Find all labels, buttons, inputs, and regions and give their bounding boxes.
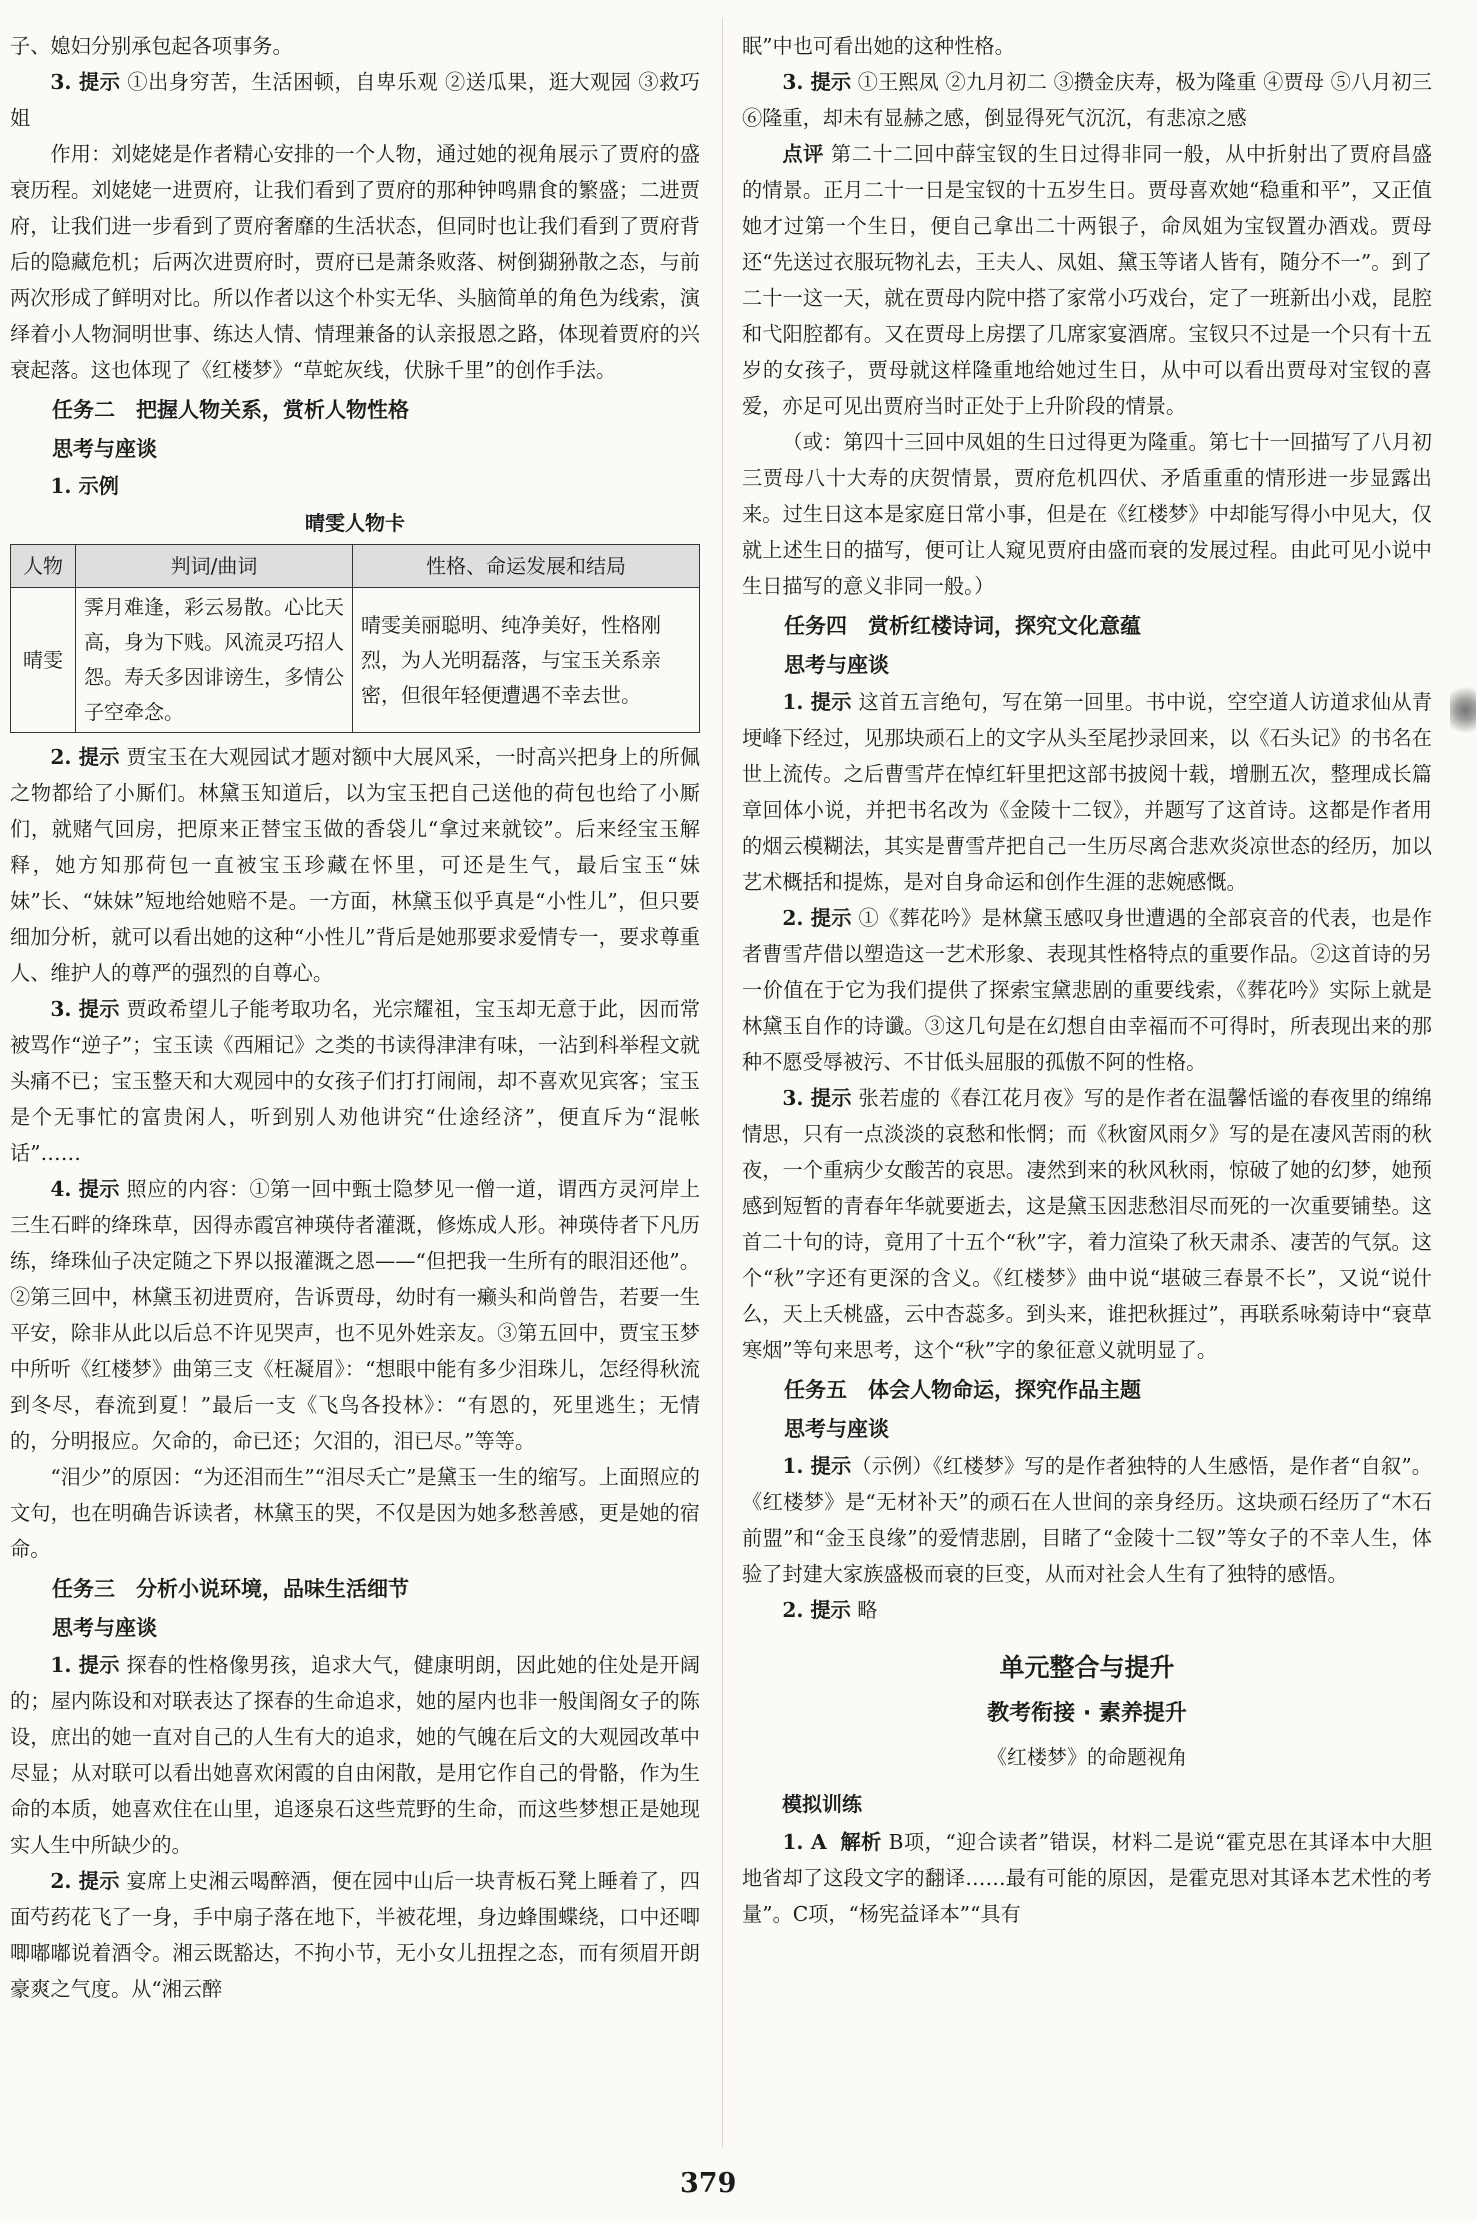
answer-3 — [742, 1080, 1432, 1368]
table-header: 性格、命运发展和结局 — [353, 545, 700, 588]
answer-2 — [742, 1592, 1432, 1628]
practice-heading: 模拟训练 — [782, 1792, 862, 1816]
answer-3 — [742, 64, 1432, 136]
answer-1 — [10, 1647, 700, 1863]
comment — [742, 136, 1432, 424]
analysis-tag: 解析 — [840, 1830, 882, 1854]
answer-label: 2. 提示 — [782, 1598, 851, 1622]
answer-text: 贾宝玉在大观园试才题对额中大展风采，一时高兴把身上的所佩之物都给了小厮们。林黛玉知道后，以为宝玉把自己送他的荷包也给了小厮们，就赌气回房，把原来正替宝玉做的香袋儿“拿过来就铰”。后来经宝玉解释，她方知那荷包一直被宝玉珍藏在怀里，可还是生气，最后宝玉“妹妹”长、“妹妹”短地给她赔不是。一方面，林黛玉似乎真是“小性儿”，但只要细加分析，就可以看出她的这种“小性儿”背后是她那要求爱情专一，要求尊重人、维护人的尊严的强烈的自尊心。 — [10, 745, 701, 985]
table-header-row — [11, 545, 700, 588]
answer-text: ①出身穷苦，生活困顿，自卑乐观 ②送瓜果，逛大观园 ③救巧姐 — [10, 70, 700, 130]
table-cell-verse: 霁月难逢，彩云易散。心比天高，身为下贱。风流灵巧招人怨。寿夭多因诽谤生，多情公子空牵念。 — [76, 588, 353, 733]
paragraph: 眠”中也可看出她的这种性格。 — [742, 34, 1015, 58]
answer-label: 1. A — [782, 1830, 827, 1854]
table-row — [11, 588, 700, 733]
answer-label: 3. 提示 — [782, 70, 852, 94]
section-heading: 思考与座谈 — [52, 437, 157, 461]
table-header: 判词/曲词 — [76, 545, 353, 588]
task-4-heading: 任务四 赏析红楼诗词，探究文化意蕴 — [784, 614, 1141, 638]
answer-label: 2. 提示 — [50, 745, 120, 769]
answer-label: 3. 提示 — [782, 1086, 852, 1110]
answer-4 — [10, 1171, 700, 1459]
answer-text: 这首五言绝句，写在第一回里。书中说，空空道人访道求仙从青埂峰下经过，见那块顽石上的文字从头至尾抄录回来，以《石头记》的书名在世上流传。之后曹雪芹在悼红轩里把这部书披阅十载，增删五次，整理成长篇章回体小说，并把书名改为《金陵十二钗》，并题写了这首诗。这都是作者用的烟云模糊法，其实是曹雪芹把自己一生历尽离合悲欢炎凉世态的经历，加以艺术概括和提炼，是对自身命运和创作生涯的悲婉感慨。 — [742, 690, 1433, 894]
answer-label: 2. 提示 — [50, 1869, 120, 1893]
paragraph: 作用：刘姥姥是作者精心安排的一个人物，通过她的视角展示了贾府的盛衰历程。刘姥姥一进贾府，让我们看到了贾府的那种钟鸣鼎食的繁盛；二进贾府，让我们进一步看到了贾府奢靡的生活状态，但同时也让我们看到了贾府背后的隐藏危机；后两次进贾府时，贾府已是萧条败落、树倒猢狲散之态，与前两次形成了鲜明对比。所以作者以这个朴实无华、头脑简单的角色为线索，演绎着小人物洞明世事、练达人情、情理兼备的认亲报恩之路，体现着贾府的兴衰起落。这也体现了《红楼梦》“草蛇灰线，伏脉千里”的创作手法。 — [10, 142, 700, 382]
unit-subtitle-2: 《红楼梦》的命题视角 — [987, 1745, 1187, 1769]
answer-label: 1. 提示 — [50, 1653, 120, 1677]
unit-subtitle: 教考衔接 · 素养提升 — [987, 1701, 1187, 1726]
answer-1 — [742, 1824, 1432, 1932]
paragraph: “泪少”的原因：“为还泪而生”“泪尽夭亡”是黛玉一生的缩写。上面照应的文句，也在明确告诉读者，林黛玉的哭，不仅是因为她多愁善感，更是她的宿命。 — [10, 1465, 700, 1561]
task-2-heading: 任务二 把握人物关系，赏析人物性格 — [52, 398, 409, 422]
answer-label: 2. 提示 — [782, 906, 852, 930]
comment-label: 点评 — [782, 142, 824, 166]
section-heading: 思考与座谈 — [784, 1417, 889, 1441]
card-title: 晴雯人物卡 — [305, 511, 405, 535]
answer-text: 张若虚的《春江花月夜》写的是作者在温馨恬谧的春夜里的绵绵情思，只有一点淡淡的哀愁和怅惘；而《秋窗风雨夕》写的是在凄风苦雨的秋夜，一个重病少女酸苦的哀思。凄然到来的秋风秋雨，惊破了她的幻梦，她预感到短暂的青春年华就要逝去，这是黛玉因悲愁泪尽而死的一次重要铺垫。这首二十句的诗，竟用了十五个“秋”字，着力渲染了秋天肃杀、凄苦的气氛。这个“秋”字还有更深的含义。《红楼梦》曲中说“堪破三春景不长”，又说“说什么，天上夭桃盛，云中杏蕊多。到头来，谁把秋捱过”，再联系咏菊诗中“衰草寒烟”等句来思考，这个“秋”字的象征意义就明显了。 — [742, 1086, 1433, 1362]
right-column — [742, 28, 1432, 1932]
answer-text: 贾政希望儿子能考取功名，光宗耀祖，宝玉却无意于此，因而常被骂作“逆子”；宝玉读《西厢记》之类的书读得津津有味，一沾到科举程文就头痛不已；宝玉整天和大观园中的女孩子们打打闹闹，却不喜欢见宾客；宝玉是个无事忙的富贵闲人，听到别人劝他讲究“仕途经济”，便直斥为“混帐话”…… — [10, 997, 701, 1165]
answer-label: 4. 提示 — [50, 1177, 120, 1201]
section-heading: 思考与座谈 — [784, 653, 889, 677]
scan-mark — [1450, 680, 1476, 740]
answer-label: 1. 提示 — [782, 690, 852, 714]
paragraph: （或：第四十三回中凤姐的生日过得更为隆重。第七十一回描写了八月初三贾母八十大寿的庆贺情景，贾府危机四伏、矛盾重重的情形进一步显露出来。过生日这本是家庭日常小事，但是在《红楼梦》中却能写得小中见大，仅就上述生日的描写，便可让人窥见贾府由盛而衰的发展过程。由此可见小说中生日描写的意义非同一般。） — [742, 430, 1432, 598]
answer-text: 略 — [850, 1598, 878, 1622]
answer-text: ①《葬花吟》是林黛玉感叹身世遭遇的全部哀音的代表，也是作者曹雪芹借以塑造这一艺术形象、表现其性格特点的重要作品。②这首诗的另一价值在于它为我们提供了探索宝黛悲剧的重要线索，《葬花吟》实际上就是林黛玉自作的诗谶。③这几句是在幻想自由幸福而不可得时，所表现出来的那种不愿受辱被污、不甘低头屈服的孤傲不阿的性格。 — [742, 906, 1433, 1074]
table-header: 人物 — [11, 545, 76, 588]
example-label: 1. 示例 — [50, 474, 119, 498]
answer-1 — [742, 1448, 1432, 1592]
column-divider — [722, 18, 723, 2148]
section-heading: 思考与座谈 — [52, 1616, 157, 1640]
unit-title: 单元整合与提升 — [999, 1653, 1175, 1682]
answer-label: 3. 提示 — [50, 997, 120, 1021]
answer-text: 探春的性格像男孩，追求大气，健康明朗，因此她的住处是开阔的；屋内陈设和对联表达了探春的生命追求，她的屋内也非一般闺阁女子的陈设，庶出的她一直对自己的人生有大的追求，她的气魄在后文的大观园改革中尽显；从对联可以看出她喜欢闲霞的自由闲散，是用它作自己的骨骼，作为生命的本质，她喜欢住在山里，追逐泉石这些荒野的生命，而这些梦想正是她现实人生中所缺少的。 — [10, 1653, 701, 1857]
answer-2 — [742, 900, 1432, 1080]
answer-text: ①王熙凤 ②九月初二 ③攒金庆寿，极为隆重 ④贾母 ⑤八月初三 ⑥隆重，却未有显赫之感，倒显得死气沉沉，有悲凉之感 — [742, 70, 1433, 130]
task-3-heading: 任务三 分析小说环境，品味生活细节 — [52, 1577, 409, 1601]
answer-text: 宴席上史湘云喝醉酒，便在园中山后一块青板石凳上睡着了，四面芍药花飞了一身，手中扇子落在地下，半被花埋，身边蜂围蝶绕，口中还唧唧嘟嘟说着酒令。湘云既豁达，不拘小节，无小女儿扭捏之态，而有须眉开朗豪爽之气度。从“湘云醉 — [10, 1869, 701, 2001]
answer-text: B项，“迎合读者”错误，材料二是说“霍克思在其译本中大胆地省却了这段文字的翻译……最有可能的原因，是霍克思对其译本艺术性的考量”。C项，“杨宪益译本”“具有 — [742, 1830, 1432, 1926]
character-card-table — [10, 544, 700, 733]
answer-text: （示例）《红楼梦》写的是作者独特的人生感悟，是作者“自叙”。《红楼梦》是“无材补天”的顽石在人世间的亲身经历。这块顽石经历了“木石前盟”和“金玉良缘”的爱情悲剧，目睹了“金陵十二钗”等女子的不幸人生，体验了封建大家族盛极而衰的巨变，从而对社会人生有了独特的感悟。 — [742, 1454, 1432, 1586]
answer-2 — [10, 739, 700, 991]
answer-3 — [10, 991, 700, 1171]
page-number: 379 — [680, 2168, 737, 2199]
answer-label: 1. 提示 — [782, 1454, 852, 1478]
paragraph: 子、媳妇分别承包起各项事务。 — [10, 34, 293, 58]
answer-2 — [10, 1863, 700, 2007]
answer-1 — [742, 684, 1432, 900]
comment-text: 第二十二回中薛宝钗的生日过得非同一般，从中折射出了贾府昌盛的情景。正月二十一日是宝钗的十五岁生日。贾母喜欢她“稳重和平”，又正值她才过第一个生日，便自己拿出二十两银子，命凤姐为宝钗置办酒戏。贾母还“先送过衣服玩物礼去，王夫人、凤姐、黛玉等诸人皆有，随分不一”。到了二十一这一天，就在贾母内院中搭了家常小巧戏台，定了一班新出小戏，昆腔和弋阳腔都有。又在贾母上房摆了几席家宴酒席。宝钗只不过是一个只有十五岁的女孩子，贾母就这样隆重地给她过生日，从中可以看出贾母对宝钗的喜爱，亦足可见出贾府当时正处于上升阶段的情景。 — [742, 142, 1432, 418]
task-5-heading: 任务五 体会人物命运，探究作品主题 — [784, 1378, 1141, 1402]
answer-text: 照应的内容：①第一回中甄士隐梦见一僧一道，谓西方灵河岸上三生石畔的绛珠草，因得赤霞宫神瑛侍者灌溉，修炼成人形。神瑛侍者下凡历练，绛珠仙子决定随之下界以报灌溉之恩——“但把我一生所有的眼泪还他”。②第三回中，林黛玉初进贾府，告诉贾母，幼时有一癞头和尚曾告，若要一生平安，除非从此以后总不许见哭声，也不见外姓亲友。③第五回中，贾宝玉梦中所听《红楼梦》曲第三支《枉凝眉》：“想眼中能有多少泪珠儿，怎经得秋流到冬尽，春流到夏！”最后一支《飞鸟各投林》：“有恩的，死里逃生；无情的，分明报应。欠命的，命已还；欠泪的，泪已尽。”等等。 — [10, 1177, 701, 1453]
left-column — [10, 28, 700, 2007]
table-cell-name: 晴雯 — [11, 588, 76, 733]
answer-label: 3. 提示 — [50, 70, 121, 94]
table-cell-fate: 晴雯美丽聪明、纯净美好，性格刚烈，为人光明磊落，与宝玉关系亲密，但很年轻便遭遇不幸去世。 — [353, 588, 700, 733]
answer-3 — [10, 64, 700, 136]
